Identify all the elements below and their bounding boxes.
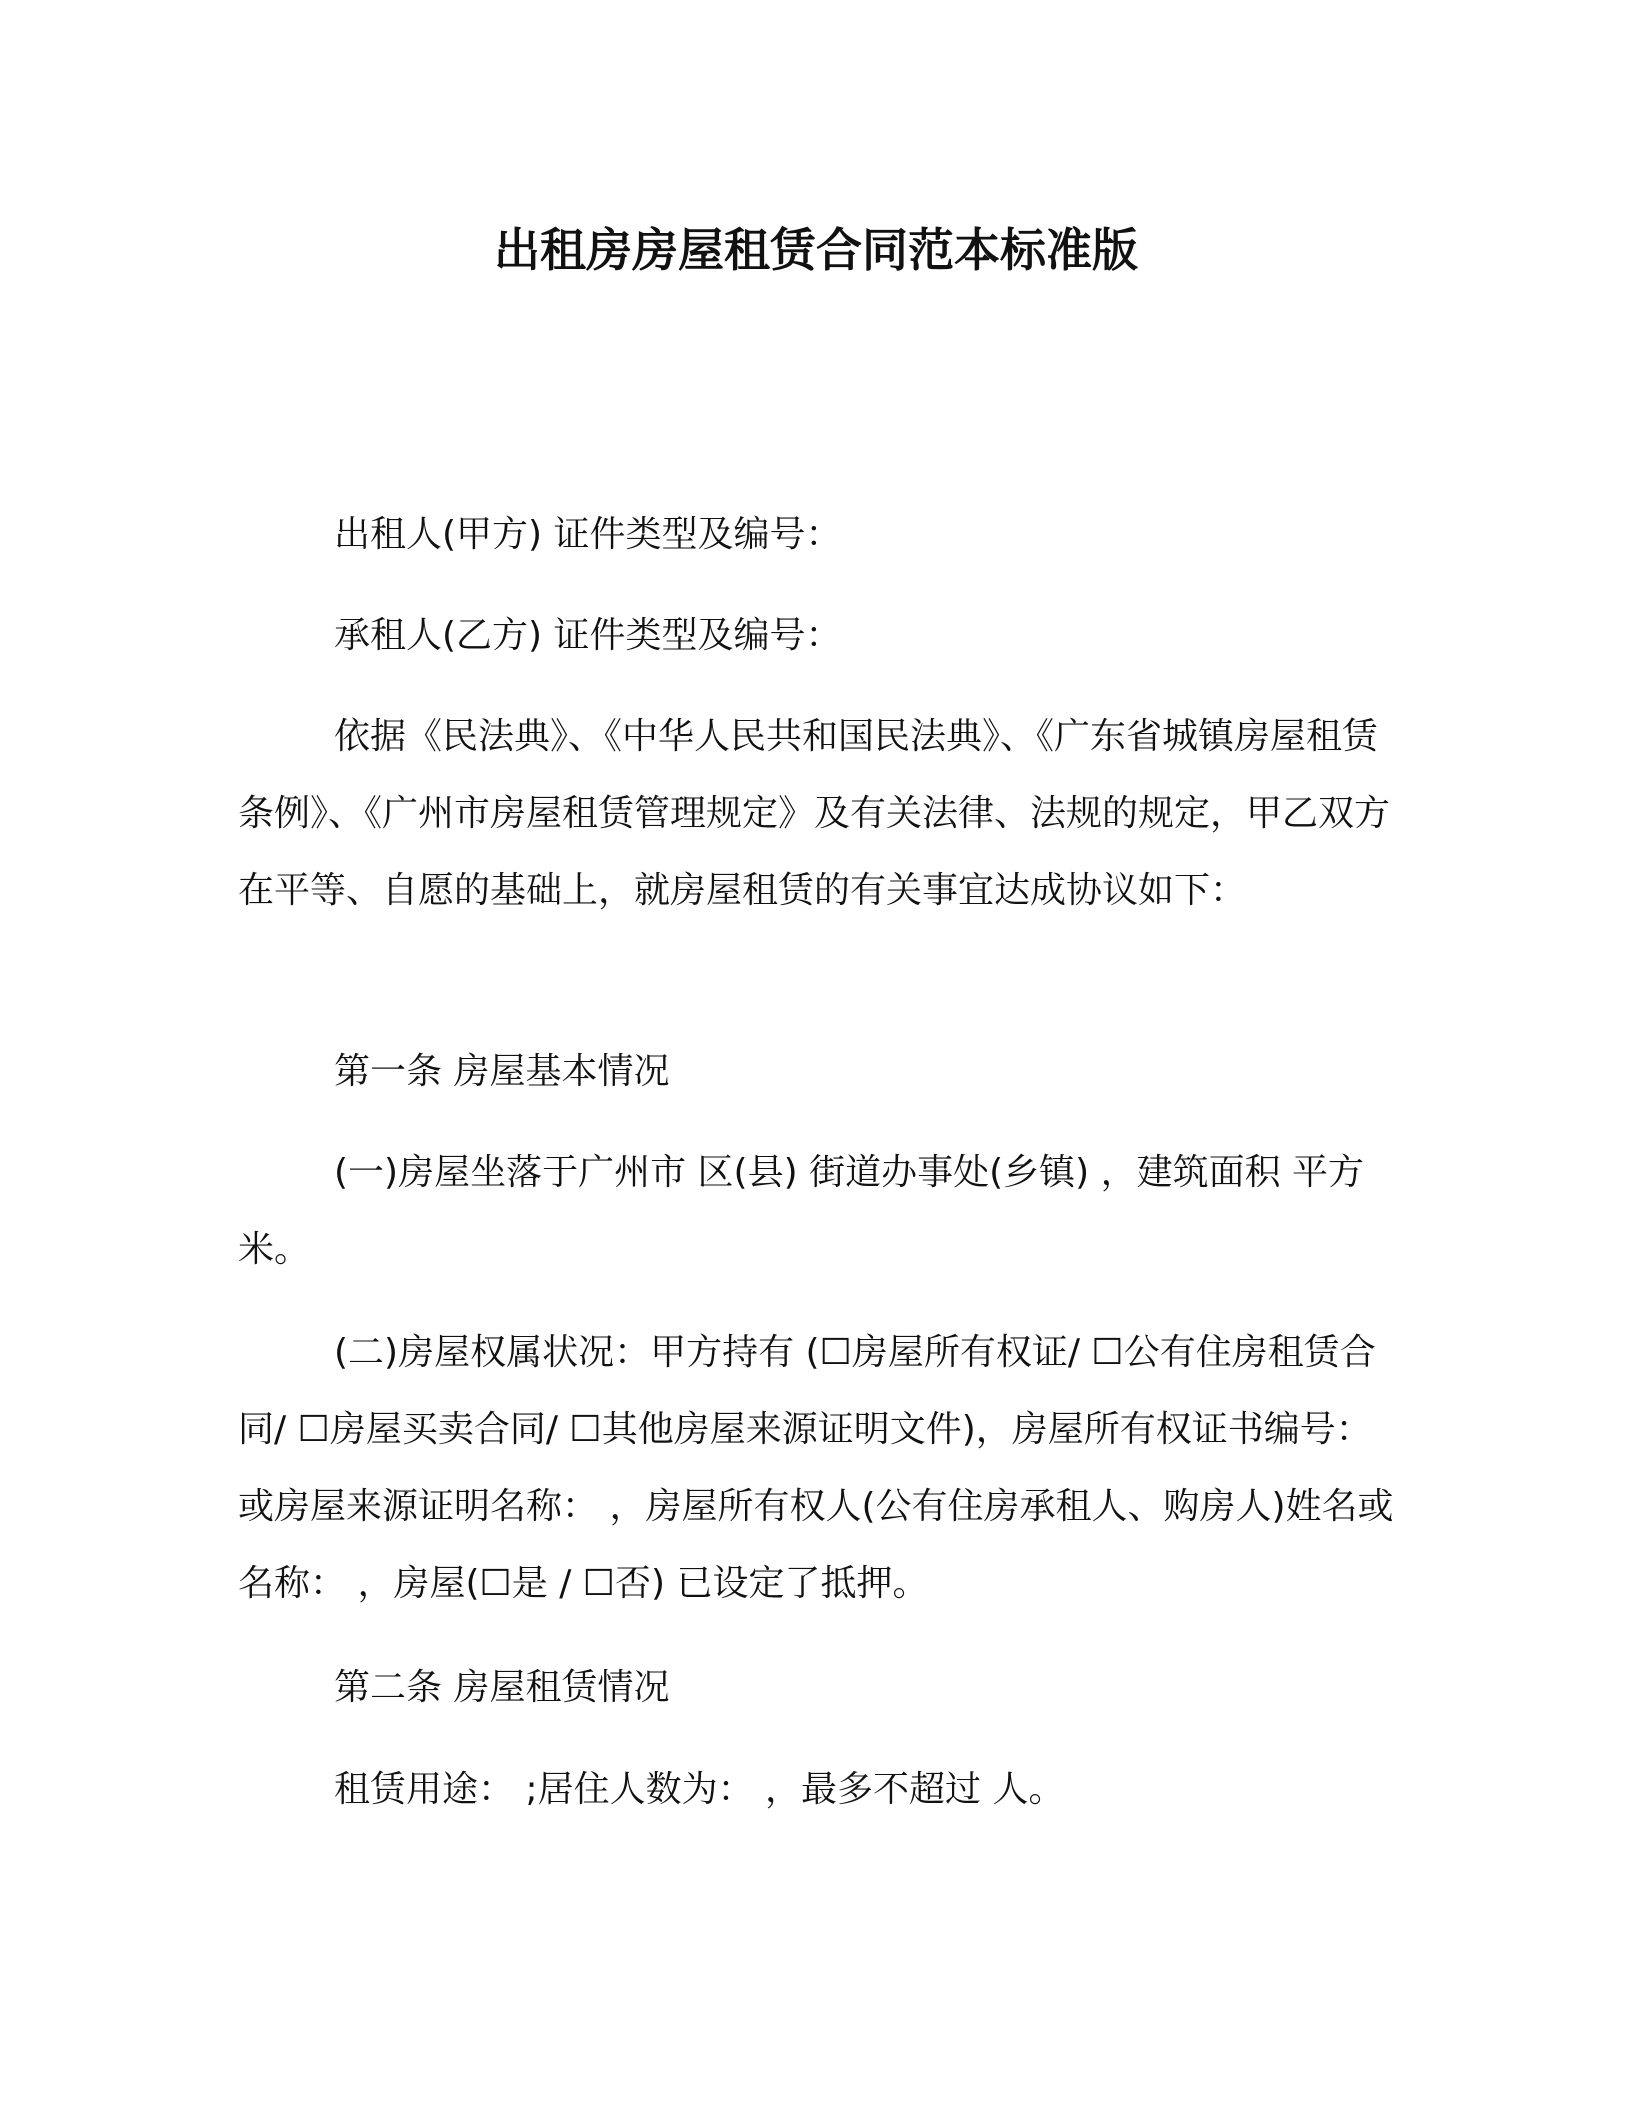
lessor-line: 出租人(甲方) 证件类型及编号：: [334, 514, 842, 555]
property-ownership-paragraph: (二)房屋权属状况：甲方持有 (☐房屋所有权证/ ☐公有住房租赁合同/ ☐房屋买卖合同/ ☐其他房屋来源证明文件)，房屋所有权证书编号： 或房屋来源证明名称： ，房屋所有权人(公有住房承租人、购房人)姓名或名称： ，房屋(☐是 / ☐否) 已设定了抵押。: [238, 1332, 1394, 1604]
article-1-heading: 第一条 房屋基本情况: [334, 1051, 670, 1092]
document-title: 出租房房屋租赁合同范本标准版: [494, 223, 1138, 277]
article-2-heading: 第二条 房屋租赁情况: [334, 1667, 670, 1708]
lease-usage-paragraph: 租赁用途： ;居住人数为： ，最多不超过 人。: [334, 1769, 1065, 1810]
lessee-line: 承租人(乙方) 证件类型及编号：: [334, 615, 842, 656]
legal-basis-paragraph: 依据《民法典》、《中华人民共和国民法典》、《广东省城镇房屋租赁条例》、《广州市房屋租赁管理规定》及有关法律、法规的规定，甲乙双方在平等、自愿的基础上，就房屋租赁的有关事宜达成协议如下：: [238, 716, 1391, 911]
property-location-paragraph: (一)房屋坐落于广州市 区(县) 街道办事处(乡镇) ，建筑面积 平方米。: [238, 1152, 1365, 1270]
